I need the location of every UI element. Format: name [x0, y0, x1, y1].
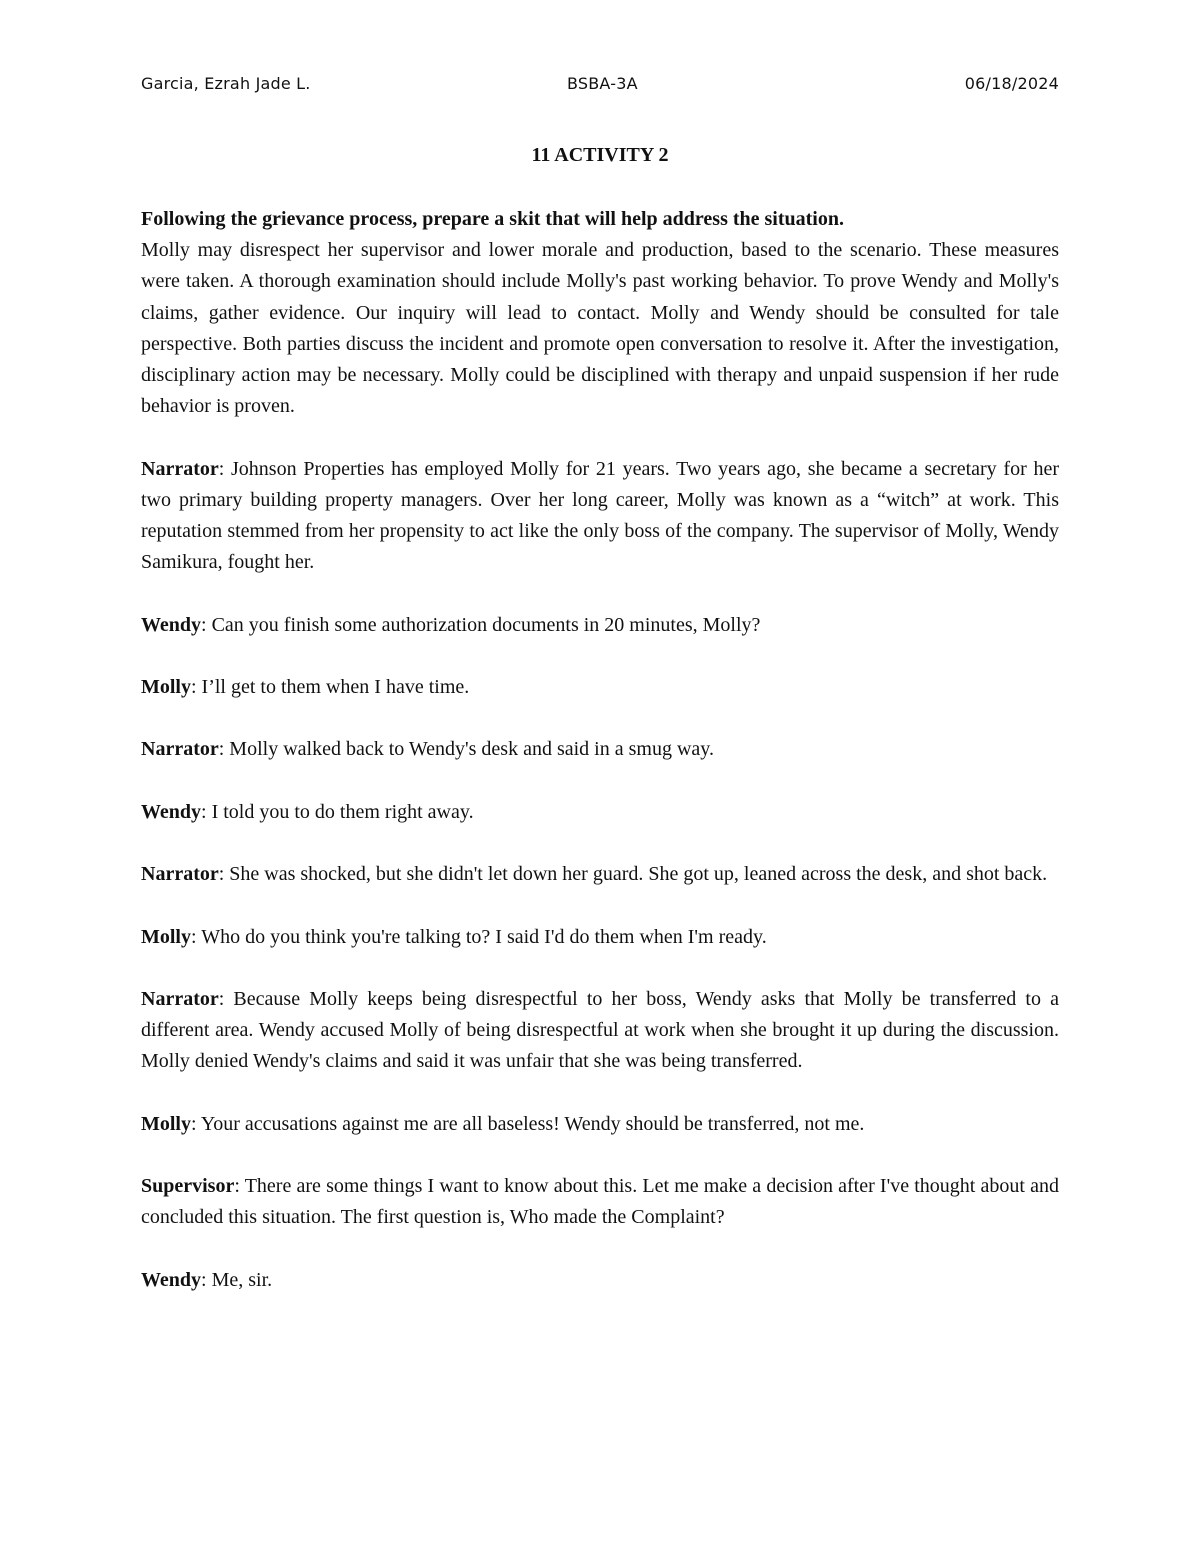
speaker-name: Wendy: [141, 800, 202, 823]
dialogue-line: [141, 1171, 1059, 1233]
dialogue-text: : Your accusations against me are all baseless! Wendy should be transferred, not me.: [191, 1112, 865, 1135]
dialogue-text: : She was shocked, but she didn't let down her guard. She got up, leaned across the desk, and shot back.: [218, 863, 1048, 886]
speaker-name: Molly: [141, 676, 191, 698]
speaker-name: Molly: [141, 925, 191, 948]
document-body: [141, 204, 1059, 1327]
speaker-name: Wendy: [141, 613, 202, 636]
speaker-name: Narrator: [141, 863, 219, 886]
dialogue-line: [141, 1265, 1059, 1296]
dialogue-text: : I told you to do them right away.: [201, 800, 474, 823]
student-name: Garcia, Ezrah Jade L.: [141, 74, 311, 93]
speaker-name: Narrator: [141, 987, 219, 1010]
dialogue-text: : Can you finish some authorization documents in 20 minutes, Molly?: [201, 613, 761, 636]
dialogue-text: : Molly walked back to Wendy's desk and said in a smug way.: [218, 738, 714, 761]
dialogue-text: : There are some things I want to know about this. Let me make a decision after I've thought about and concluded this situation. The first question is, Who made the Complaint?: [141, 1175, 1059, 1229]
dialogue-line: [141, 859, 1059, 890]
dialogue-line: [141, 610, 1059, 641]
dialogue-text: : Me, sir.: [201, 1268, 273, 1291]
document-title: 11 ACTIVITY 2: [531, 144, 669, 166]
page-header: [141, 74, 1059, 98]
dialogue-line: [141, 922, 1059, 953]
dialogue-line: [141, 672, 1059, 703]
dialogue-text: : Who do you think you're talking to? I said I'd do them when I'm ready.: [191, 925, 767, 948]
instruction-heading: Following the grievance process, prepare a skit that will help address the situation.: [141, 208, 844, 230]
speaker-name: Narrator: [141, 457, 219, 480]
dialogue-line: [141, 1109, 1059, 1140]
submission-date: 06/18/2024: [964, 74, 1059, 93]
dialogue-line: [141, 797, 1059, 828]
dialogue-line: [141, 454, 1059, 579]
dialogue-text: : I’ll get to them when I have time.: [191, 676, 470, 698]
speaker-name: Narrator: [141, 738, 219, 761]
intro-text: Molly may disrespect her supervisor and lower morale and production, based to the scenario. These measures were taken. A thorough examination should include Molly's past working behavior. To prove Wendy and Molly's claims, gather evidence. Our inquiry will lead to contact. Molly and Wendy should be consulted for tale perspective. Both parties discuss the incident and promote open conversation to resolve it. After the investigation, disciplinary action may be necessary. Molly could be disciplined with therapy and unpaid suspension if her rude behavior is proven.: [141, 239, 1059, 418]
speaker-name: Molly: [141, 1112, 191, 1135]
class-section: BSBA-3A: [567, 74, 638, 93]
dialogue-line: [141, 984, 1059, 1078]
dialogue-line: [141, 734, 1059, 765]
intro-paragraph: [141, 204, 1059, 422]
dialogue-text: : Because Molly keeps being disrespectful to her boss, Wendy asks that Molly be transferred to a different area. Wendy accused Molly of being disrespectful at work when she brought it up during the discussion. Molly denied Wendy's claims and said it was unfair that she was being transferred.: [141, 987, 1059, 1073]
speaker-name: Supervisor: [141, 1175, 235, 1198]
dialogue-text: : Johnson Properties has employed Molly for 21 years. Two years ago, she became a secretary for her two primary building property managers. Over her long career, Molly was known as a “witch” at work. This reputation stemmed from her propensity to act like the only boss of the company. The supervisor of Molly, Wendy Samikura, fought her.: [141, 457, 1059, 574]
speaker-name: Wendy: [141, 1268, 202, 1291]
